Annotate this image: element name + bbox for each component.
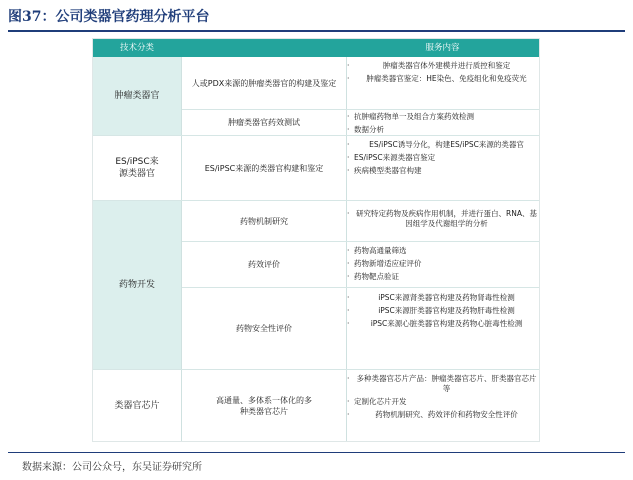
service-cell bbox=[347, 61, 539, 87]
service-item: · 肿瘤类器官体外建模并进行质控和鉴定 bbox=[347, 61, 511, 70]
platform-table bbox=[92, 38, 540, 442]
service-item: · 药物新增适应症评价 bbox=[347, 259, 422, 268]
category-cell: 肿瘤类器官 bbox=[93, 57, 181, 135]
title-rule bbox=[8, 30, 625, 32]
service-item: · 多种类器官芯片产品：肿瘤类器官芯片、肝类器官芯片等 bbox=[347, 374, 537, 393]
method-cell: 人或PDX来源的肿瘤类器官的构建及鉴定 bbox=[191, 78, 337, 88]
service-cell bbox=[347, 140, 539, 179]
service-item: · 数据分析 bbox=[347, 125, 384, 134]
method-cell: 药物机制研究 bbox=[240, 216, 288, 226]
service-cell bbox=[347, 246, 539, 285]
category-cell: ES/iPSC来源类器官 bbox=[93, 136, 181, 200]
service-item: · iPSC来源心脏类器官构建及药物心脏毒性检测 bbox=[347, 319, 523, 328]
service-cell bbox=[347, 374, 539, 423]
category-cell: 药物开发 bbox=[93, 201, 181, 369]
service-item: · 药物高通量筛选 bbox=[347, 246, 407, 255]
header-service: 服务内容 bbox=[425, 43, 460, 53]
service-item: · 药物靶点验证 bbox=[347, 272, 399, 281]
footer-rule bbox=[8, 452, 625, 453]
method-cell: 高通量、多体系一体化的多种类器官芯片 bbox=[216, 395, 312, 416]
figure-title: 图37：公司类器官药理分析平台 bbox=[8, 9, 210, 25]
service-item: · 定制化芯片开发 bbox=[347, 397, 407, 406]
service-item: · 研究特定药物及疾病作用机制，并进行蛋白、RNA、基因组学及代谢组学的分析 bbox=[347, 209, 537, 228]
service-cell bbox=[347, 293, 539, 332]
service-cell bbox=[347, 209, 539, 232]
table-header bbox=[93, 39, 539, 57]
service-item: · iPSC来源肾类器官构建及药物肾毒性检测 bbox=[347, 293, 515, 302]
service-item: · 疾病模型类器官构建 bbox=[347, 166, 422, 175]
service-item: · 肿瘤类器官鉴定：HE染色、免疫组化和免疫荧光 bbox=[347, 74, 527, 83]
method-cell: 药物安全性评价 bbox=[236, 324, 292, 333]
service-item: · ES/iPSC来源类器官鉴定 bbox=[347, 153, 436, 162]
service-item: · iPSC来源肝类器官构建及药物肝毒性检测 bbox=[347, 306, 515, 315]
category-cell: 类器官芯片 bbox=[93, 370, 181, 441]
header-category: 技术分类 bbox=[119, 43, 154, 53]
service-item: · 药物机制研究、药效评价和药物安全性评价 bbox=[347, 410, 518, 419]
method-cell: 药效评价 bbox=[248, 260, 280, 269]
source-note: 数据来源：公司公众号，东吴证券研究所 bbox=[22, 462, 202, 473]
method-cell: 肿瘤类器官药效测试 bbox=[228, 118, 300, 127]
service-item: · 抗肿瘤药物单一及组合方案药效检测 bbox=[347, 112, 474, 121]
service-item: · ES/iPSC诱导分化，构建ES/iPSC来源的类器官 bbox=[347, 140, 524, 149]
method-cell: ES/iPSC来源的类器官构建和鉴定 bbox=[204, 163, 324, 173]
